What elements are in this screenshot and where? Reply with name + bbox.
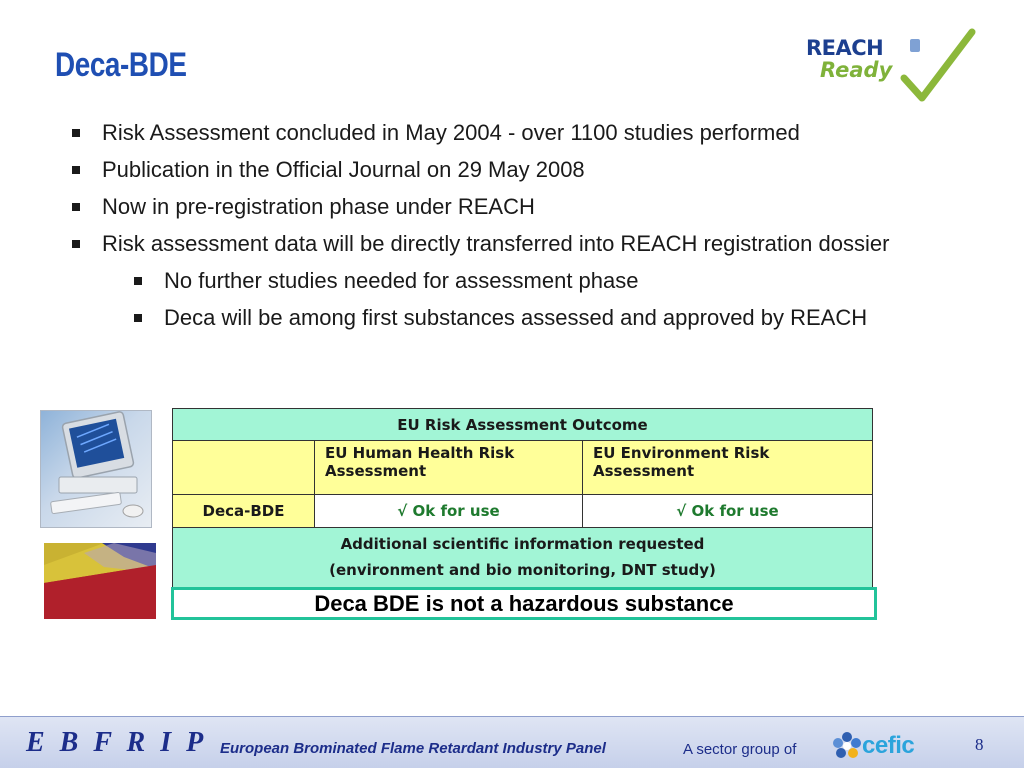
bullet-item: Now in pre-registration phase under REACH: [72, 192, 952, 222]
logo-word-reach: REACH: [806, 36, 884, 60]
square-bullet-icon: [72, 166, 80, 174]
square-bullet-icon: [134, 277, 142, 285]
row-label: Deca-BDE: [173, 495, 315, 528]
environment-result: √ Ok for use: [583, 495, 873, 528]
bullet-item: Risk Assessment concluded in May 2004 - over 1100 studies performed: [72, 118, 952, 148]
table-row: [173, 409, 873, 441]
sector-group-label: A sector group of: [683, 741, 797, 758]
footer-bar: [0, 716, 1024, 768]
additional-info-note: [173, 528, 873, 592]
column-header-environment: EU Environment Risk Assessment: [583, 441, 873, 495]
note-line: Additional scientific information requested: [340, 535, 705, 553]
page-number: 8: [975, 735, 984, 754]
square-bullet-icon: [72, 129, 80, 137]
square-bullet-icon: [72, 203, 80, 211]
table-heading: EU Risk Assessment Outcome: [173, 409, 873, 441]
verdict-box: Deca BDE is not a hazardous substance: [171, 587, 877, 620]
risk-assessment-table: [172, 408, 873, 592]
logo-word-ready: Ready: [820, 58, 893, 82]
square-bullet-icon: [72, 240, 80, 248]
org-acronym: E B F R I P: [26, 727, 208, 758]
bullet-item: Risk assessment data will be directly transferred into REACH registration dossier: [72, 229, 952, 259]
table-row: [173, 528, 873, 592]
sub-bullet-item: Deca will be among first substances assessed and approved by REACH: [134, 303, 952, 333]
table-row: [173, 441, 873, 495]
reach-ready-logo: [786, 24, 984, 104]
bullet-list: [72, 118, 952, 340]
computer-photo: [40, 410, 152, 528]
plastic-granules-photo: [44, 543, 156, 619]
note-line: (environment and bio monitoring, DNT study): [329, 561, 716, 579]
square-bullet-icon: [134, 314, 142, 322]
bullet-item: Publication in the Official Journal on 29 May 2008: [72, 155, 952, 185]
cefic-logo: [832, 731, 922, 761]
empty-cell: [173, 441, 315, 495]
org-full-name: European Brominated Flame Retardant Industry Panel: [220, 740, 606, 757]
cefic-wordmark: cefic: [862, 732, 915, 759]
human-health-result: √ Ok for use: [315, 495, 583, 528]
slide-title: Deca-BDE: [55, 46, 187, 84]
cefic-flower-icon: [832, 731, 862, 761]
table-row: [173, 495, 873, 528]
column-header-human-health: EU Human Health Risk Assessment: [315, 441, 583, 495]
sub-bullet-item: No further studies needed for assessment phase: [134, 266, 952, 296]
